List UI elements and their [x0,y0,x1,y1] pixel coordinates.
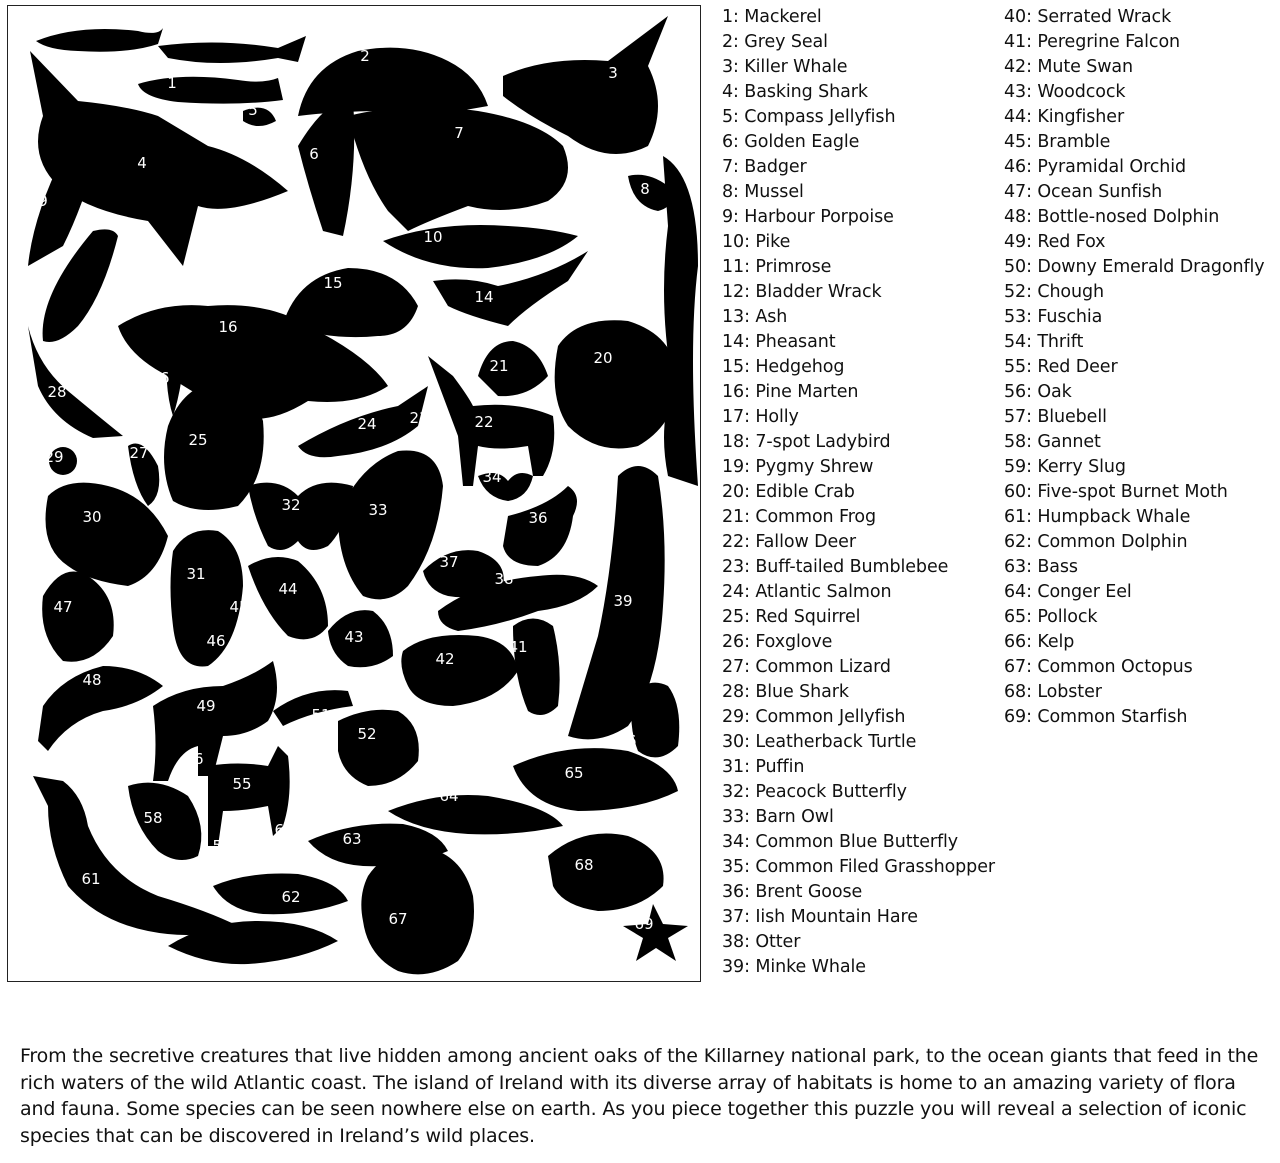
legend-item: 19: Pygmy Shrew [722,457,874,477]
silhouette-shape [248,483,353,550]
legend-item: 1: Mackerel [722,7,822,27]
map-number-label: 34 [482,468,502,486]
map-number-label: 46 [206,632,226,650]
silhouette-shape [361,848,474,974]
legend-item: 40: Serrated Wrack [1004,7,1172,27]
map-number-label: 49 [196,697,216,715]
silhouette-shape [631,683,679,758]
description-paragraph: From the secretive creatures that live hidden among ancient oaks of the Killarney national park, to the ocean giants that feed in the rich waters of the wild Atlantic coast. The island of Ireland with its diverse array of habitats is home to an amazing variety of flora and fauna. Some species can be seen nowhere else on earth. As you piece together this puzzle you will reveal a selection of iconic species that can be discovered in Ireland’s wild places. [20,1045,1259,1147]
map-number-label: 21 [489,357,509,375]
legend-item: 30: Leatherback Turtle [722,732,917,752]
silhouette-shape [164,381,264,510]
legend-item: 35: Common Filed Grasshopper [722,857,995,877]
silhouette-shape [663,156,698,486]
legend-item: 36: Brent Goose [722,882,863,902]
map-number-label: 57 [125,767,145,785]
map-number-label: 27 [129,444,149,462]
map-number-label: 45 [229,598,249,616]
map-number-label: 9 [38,192,48,210]
map-number-label: 68 [574,856,594,874]
map-number-label: 66 [617,732,637,750]
legend-item: 47: Ocean Sunfish [1004,182,1163,202]
map-number-label: 35 [441,511,461,529]
silhouette-shape [248,557,328,639]
legend-item: 54: Thrift [1004,332,1084,352]
map-number-label: 52 [357,725,377,743]
map-number-label: 60 [274,821,294,839]
legend-item: 45: Bramble [1004,132,1111,152]
legend-item: 63: Bass [1004,557,1078,577]
map-number-label: 54 [328,786,348,804]
map-number-label: 33 [368,501,388,519]
map-number-label: 56 [184,750,204,768]
legend-item: 41: Peregrine Falcon [1004,32,1181,52]
map-number-label: 64 [439,787,459,805]
legend-item: 13: Ash [722,307,788,327]
legend-item: 57: Bluebell [1004,407,1107,427]
map-number-label: 51 [311,706,331,724]
map-number-label: 25 [188,431,208,449]
legend-item: 52: Chough [1004,282,1105,302]
map-number-label: 5 [248,101,258,119]
map-number-label: 43 [344,628,364,646]
map-number-label: 40 [667,586,687,604]
silhouette-shape [298,48,488,116]
legend-item: 21: Common Frog [722,507,877,527]
legend-item: 69: Common Starfish [1004,707,1188,727]
silhouette-shape [28,326,123,438]
legend-item: 49: Red Fox [1004,232,1106,252]
map-number-label: 44 [278,580,298,598]
legend-item: 50: Downy Emerald Dragonfly [1004,257,1265,277]
legend-item: 43: Woodcock [1004,82,1126,102]
map-number-label: 12 [623,238,643,256]
legend-item: 20: Edible Crab [722,482,855,502]
silhouette-shape [383,225,578,268]
legend-item: 59: Kerry Slug [1004,457,1126,477]
map-number-label: 62 [281,888,301,906]
map-number-label: 36 [528,509,548,527]
legend-item: 56: Oak [1004,382,1072,402]
silhouette-shape [36,28,163,52]
silhouette-shape [153,661,277,781]
legend-item: 4: Basking Shark [722,82,868,102]
legend-item: 48: Bottle-nosed Dolphin [1004,207,1220,227]
map-number-label: 29 [44,448,64,466]
species-legend-column-1 [722,5,995,980]
map-number-label: 53 [416,707,436,725]
legend-item: 24: Atlantic Salmon [722,582,892,602]
map-number-label: 1 [167,74,177,92]
map-number-label: 65 [564,764,584,782]
legend-item: 38: Otter [722,932,801,952]
map-number-label: 16 [218,318,238,336]
map-number-label: 6 [309,145,319,163]
legend-item: 25: Red Squirrel [722,607,861,627]
silhouette-shape [555,320,678,448]
map-number-label: 14 [474,288,494,306]
legend-item: 16: Pine Marten [722,382,859,402]
map-number-label: 67 [388,910,408,928]
silhouette-shape [513,619,560,716]
legend-item: 8: Mussel [722,182,804,202]
legend-item: 62: Common Dolphin [1004,532,1188,552]
species-legend-column-2 [1004,5,1265,730]
map-number-label: 38 [494,570,514,588]
legend-item: 12: Bladder Wrack [722,282,882,302]
map-number-label: 55 [232,775,252,793]
map-number-label: 58 [143,809,163,827]
legend-item: 65: Pollock [1004,607,1098,627]
legend-item: 37: Iish Mountain Hare [722,907,918,927]
map-number-label: 30 [82,508,102,526]
map-number-label: 41 [508,638,528,656]
silhouette-shape [401,635,518,706]
map-number-label: 26 [150,369,170,387]
legend-item: 42: Mute Swan [1004,57,1134,77]
legend-item: 6: Golden Eagle [722,132,860,152]
map-number-label: 18 [424,318,444,336]
legend-item: 9: Harbour Porpoise [722,207,894,227]
silhouette-shape [548,834,664,912]
silhouette-shape [158,36,306,63]
legend-item: 27: Common Lizard [722,657,891,677]
legend-item: 55: Red Deer [1004,357,1118,377]
legend-item: 3: Killer Whale [722,57,848,77]
legend-item: 11: Primrose [722,257,832,277]
legend-item: 33: Barn Owl [722,807,834,827]
legend-item: 17: Holly [722,407,799,427]
map-number-label: 42 [435,650,455,668]
legend-item: 14: Pheasant [722,332,836,352]
silhouette-artwork [7,5,701,982]
map-number-label: 10 [423,228,443,246]
map-number-label: 8 [640,180,650,198]
map-number-label: 47 [53,598,73,616]
legend-item: 31: Puffin [722,757,805,777]
legend-item: 2: Grey Seal [722,32,828,52]
silhouette-shape [138,77,283,104]
map-number-label: 19 [557,290,577,308]
legend-item: 39: Minke Whale [722,957,866,977]
map-number-label: 22 [474,413,494,431]
legend-item: 68: Lobster [1004,682,1102,702]
map-number-label: 32 [281,496,301,514]
legend-item: 67: Common Octopus [1004,657,1193,677]
legend-item: 61: Humpback Whale [1004,507,1191,527]
map-number-label: 23 [409,409,429,427]
map-number-label: 3 [608,64,618,82]
legend-item: 32: Peacock Butterfly [722,782,907,802]
map-number-label: 17 [381,340,401,358]
legend-item: 7: Badger [722,157,807,177]
legend-item: 60: Five-spot Burnet Moth [1004,482,1228,502]
map-number-label: 7 [454,124,464,142]
map-number-label: 15 [323,274,343,292]
legend-item: 29: Common Jellyfish [722,707,906,727]
silhouette-canvas [8,6,701,982]
map-number-label: 50 [285,677,305,695]
legend-item: 64: Conger Eel [1004,582,1132,602]
map-number-label: 2 [360,47,370,65]
map-number-label: 39 [613,592,633,610]
legend-item: 22: Fallow Deer [722,532,856,552]
legend-item: 53: Fuschia [1004,307,1103,327]
map-number-label: 28 [47,383,67,401]
legend-item: 46: Pyramidal Orchid [1004,157,1186,177]
map-number-label: 13 [589,244,609,262]
map-number-label: 20 [593,349,613,367]
legend-item: 18: 7-spot Ladybird [722,432,891,452]
map-number-label: 63 [342,830,362,848]
legend-item: 15: Hedgehog [722,357,845,377]
silhouette-shape [42,572,114,662]
map-number-label: 69 [634,915,654,933]
map-number-label: 59 [212,837,232,855]
legend-item: 34: Common Blue Butterfly [722,832,959,852]
map-number-label: 31 [186,565,206,583]
silhouette-shape [623,904,688,961]
silhouette-shape [513,748,678,811]
silhouette-shape [338,710,419,786]
legend-item: 66: Kelp [1004,632,1075,652]
legend-item: 10: Pike [722,232,791,252]
legend-item: 44: Kingfisher [1004,107,1125,127]
map-number-label: 61 [81,870,101,888]
map-number-label: 37 [439,553,459,571]
silhouette-shape [298,101,354,236]
silhouette-shape [128,783,201,860]
legend-item: 58: Gannet [1004,432,1101,452]
map-number-label: 11 [569,204,589,222]
legend-item: 5: Compass Jellyfish [722,107,896,127]
legend-item: 23: Buff-tailed Bumblebee [722,557,949,577]
legend-item: 28: Blue Shark [722,682,849,702]
map-number-label: 24 [357,415,377,433]
legend-item: 26: Foxglove [722,632,833,652]
map-number-label: 4 [137,154,147,172]
map-number-label: 48 [82,671,102,689]
